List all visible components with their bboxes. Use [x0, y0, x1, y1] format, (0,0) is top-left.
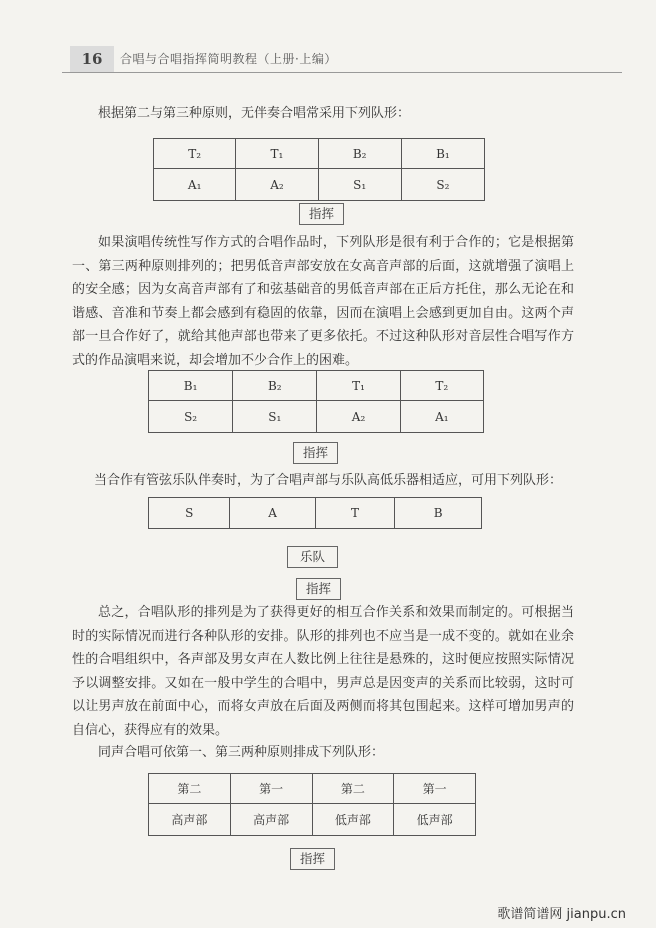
table-cell: B₂ — [233, 371, 317, 401]
table-cell: A₁ — [400, 401, 483, 433]
table-cell: 第一 — [230, 774, 312, 804]
table-cell: 第二 — [149, 774, 231, 804]
formation-table-3 — [148, 497, 482, 529]
table-cell: S₂ — [149, 401, 233, 433]
intro-paragraph-1: 根据第二与第三种原则，无伴奏合唱常采用下列队形： — [98, 106, 411, 121]
orchestra-label: 乐队 — [287, 546, 338, 568]
table-cell: A₂ — [236, 169, 318, 201]
body-paragraph-4: 总之，合唱队形的排列是为了获得更好的相互合作关系和效果而制定的。可根据当时的实际情况而进行各种队形的安排。队形的排列也不应当是一成不变的。就如在业余性的合唱组织中，各声部及男女声在人数比例上往往是悬殊的，这时便应按照实际情况予以调整安排。又如在一般中学生的合唱中，男声总是因变声的关系而比较弱，这时可以让男声放在前面中心，而将女声放在后面及两侧而将其包围起来。这样可增加男声的自信心，获得应有的效果。 — [72, 605, 574, 738]
table-cell: B₁ — [149, 371, 233, 401]
table-cell: 第二 — [312, 774, 394, 804]
table-cell: B₂ — [318, 139, 401, 169]
formation-table-2 — [148, 370, 484, 433]
table-cell: T₂ — [400, 371, 483, 401]
table-cell: 高声部 — [230, 804, 312, 836]
book-title: 合唱与合唱指挥简明教程（上册·上编） — [120, 52, 337, 66]
table-cell: A — [230, 498, 315, 529]
header-rule — [62, 72, 622, 73]
table-cell: T₁ — [317, 371, 400, 401]
table-cell: 第一 — [394, 774, 476, 804]
page-number: 16 — [70, 46, 114, 72]
site-watermark: 歌谱简谱网 jianpu.cn — [497, 907, 626, 922]
table-cell: A₁ — [154, 169, 236, 201]
page-header — [62, 46, 622, 72]
conductor-label: 指挥 — [296, 578, 341, 600]
table-cell: S₁ — [318, 169, 401, 201]
table-cell: S₁ — [233, 401, 317, 433]
table-cell: S₂ — [401, 169, 484, 201]
body-paragraph-2: 如果演唱传统性写作方式的合唱作品时，下列队形是很有利于合作的；它是根据第一、第三两种原则排列的；把男低音声部安放在女高音声部的后面，这就增强了演唱上的安全感；因为女高音声部有了和弦基础音的男低音声部在正后方托住，那么无论在和谐感、音准和节奏上都会感到有稳固的依靠，因而在演唱上会感到更加自由。这两个声部一旦合作好了，就给其他声部也带来了更多依托。不过这种队形对音层性合唱写作方式的作品演唱来说，却会增加不少合作上的困难。 — [72, 235, 574, 368]
table-cell: T₁ — [236, 139, 318, 169]
conductor-label: 指挥 — [293, 442, 338, 464]
conductor-label: 指挥 — [299, 203, 344, 225]
table-cell: 高声部 — [149, 804, 231, 836]
table-cell: T — [315, 498, 395, 529]
body-paragraph-5: 同声合唱可依第一、第三两种原则排成下列队形： — [98, 745, 385, 760]
formation-table-1 — [153, 138, 485, 201]
conductor-label: 指挥 — [290, 848, 335, 870]
body-paragraph-3: 当合作有管弦乐队伴奏时，为了合唱声部与乐队高低乐器相适应，可用下列队形： — [94, 473, 563, 488]
table-cell: 低声部 — [394, 804, 476, 836]
table-cell: A₂ — [317, 401, 400, 433]
formation-table-4 — [148, 773, 476, 836]
table-cell: B — [395, 498, 482, 529]
table-cell: 低声部 — [312, 804, 394, 836]
table-cell: T₂ — [154, 139, 236, 169]
table-cell: B₁ — [401, 139, 484, 169]
table-cell: S — [149, 498, 230, 529]
